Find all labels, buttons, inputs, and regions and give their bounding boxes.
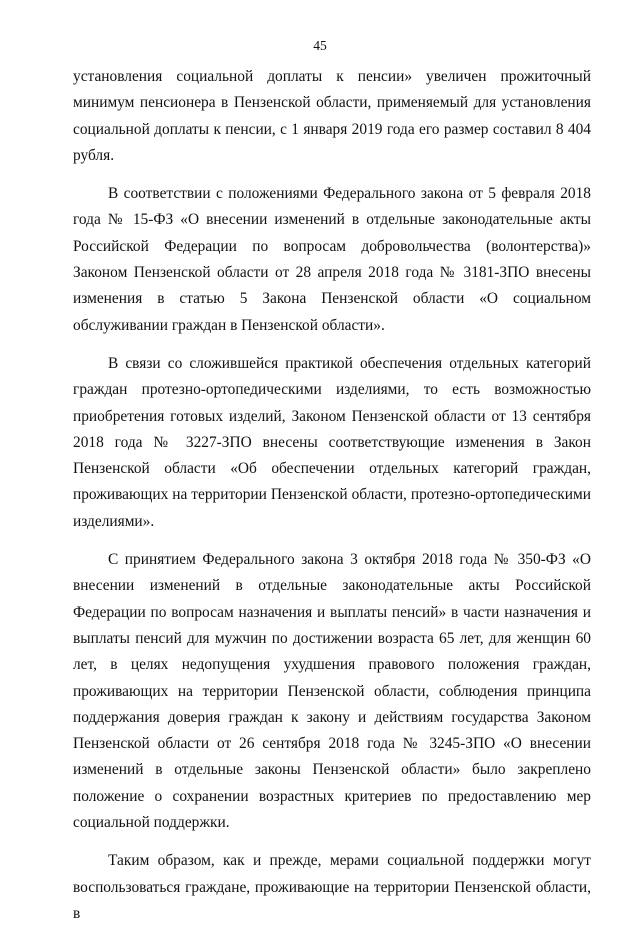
paragraph-continued: установления социальной доплаты к пенсии» увеличен прожиточный минимум пенсионера в Пензенской области, применяемый для установления социальной доплаты к пенсии, с 1 января 2019 года его размер составил 8 404 рубля. <box>73 68 591 164</box>
document-body <box>73 64 591 927</box>
paragraph-pension-age: С принятием Федерального закона 3 октября 2018 года № 350-ФЗ «О внесении изменений в отдельные законодательные акты Российской Федерации по вопросам назначения и выплаты пенсий» в части назначения и выплаты пенсий для мужчин по достижении возраста 65 лет, для женщин 60 лет, в целях недопущения ухудшения правового положения граждан, проживающих на территории Пензенской области, соблюдения принципа поддержания доверия граждан к закону и действиям государства Законом Пензенской области от 26 сентября 2018 года № 3245-ЗПО «О внесении изменений в отдельные законы Пензенской области» было закреплено положение о сохранении возрастных критериев по предоставлению мер социальной поддержки. <box>73 551 591 832</box>
paragraph-volunteering-law: В соответствии с положениями Федерального закона от 5 февраля 2018 года № 15-ФЗ «О внесении изменений в отдельные законодательные акты Российской Федерации по вопросам добровольчества (волонтерства)» Законом Пензенской области от 28 апреля 2018 года № 3181-ЗПО внесены изменения в статью 5 Закона Пензенской области «О социальном обслуживании граждан в Пензенской области». <box>73 185 591 334</box>
paragraph-conclusion: Таким образом, как и прежде, мерами социальной поддержки могут воспользоваться граждане, проживающие на территории Пензенской области, в <box>73 852 591 922</box>
paragraph-prosthetic-products: В связи со сложившейся практикой обеспечения отдельных категорий граждан протезно-ортопедическими изделиями, то есть возможностью приобретения готовых изделий, Законом Пензенской области от 13 сентября 2018 года № 3227-ЗПО внесены соответствующие изменения в Закон Пензенской области «Об обеспечении отдельных категорий граждан, проживающих на территории Пензенской области, протезно-ортопедическими изделиями». <box>73 354 591 530</box>
page-number: 45 <box>313 38 327 53</box>
